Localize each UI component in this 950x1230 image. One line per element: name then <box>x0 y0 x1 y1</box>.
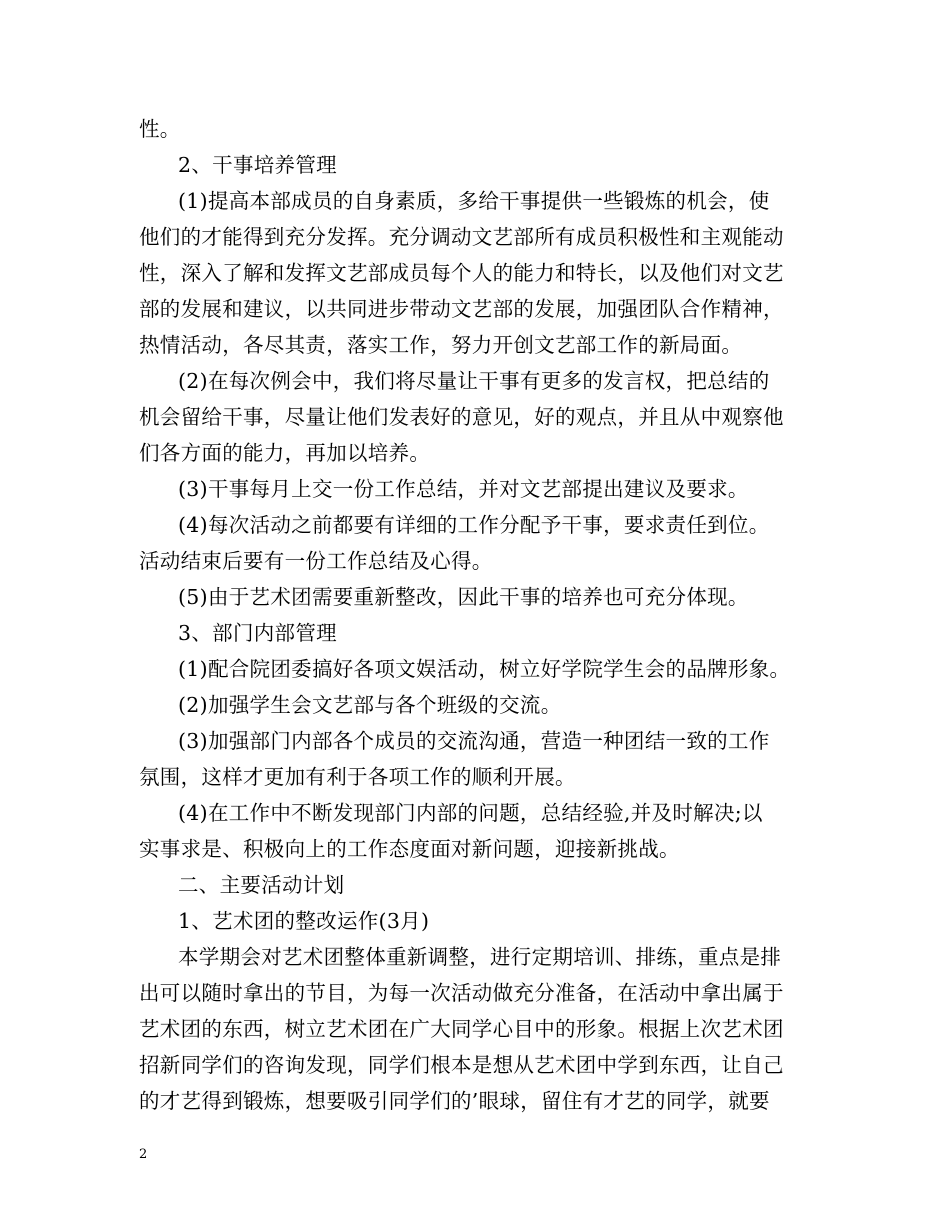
text-line: (4)在工作中不断发现部门内部的问题，总结经验,并及时解决;以 <box>178 801 763 825</box>
text-line: (3)干事每月上交一份工作总结，并对文艺部提出建议及要求。 <box>178 477 749 501</box>
section-heading: 2、干事培养管理 <box>178 153 337 177</box>
text-line: 招新同学们的咨询发现，同学们根本是想从艺术团中学到东西，让自己 <box>139 1053 784 1077</box>
page-number: 2 <box>139 1147 148 1162</box>
text-line: 艺术团的东西，树立艺术团在广大同学心目中的形象。根据上次艺术团 <box>139 1017 784 1041</box>
text-line: 性。 <box>139 117 181 141</box>
text-line: (2)加强学生会文艺部与各个班级的交流。 <box>178 693 562 717</box>
text-line: 性，深入了解和发挥文艺部成员每个人的能力和特长，以及他们对文艺 <box>139 261 784 285</box>
section-heading: 二、主要活动计划 <box>178 873 345 897</box>
text-line: 机会留给干事，尽量让他们发表好的意见，好的观点，并且从中观察他 <box>139 405 784 429</box>
text-line: 氛围，这样才更加有利于各项工作的顺利开展。 <box>139 765 576 789</box>
text-line: 活动结束后要有一份工作总结及心得。 <box>139 549 493 573</box>
text-line: (3)加强部门内部各个成员的交流沟通，营造一种团结一致的工作 <box>178 729 770 753</box>
text-line: 热情活动，各尽其责，落实工作，努力开创文艺部工作的新局面。 <box>139 333 743 357</box>
text-line: (1)提高本部成员的自身素质，多给干事提供一些锻炼的机会，使 <box>178 189 770 213</box>
section-heading: 1、艺术团的整改运作(3月) <box>178 909 430 933</box>
text-line: 他们的才能得到充分发挥。充分调动文艺部所有成员积极性和主观能动 <box>139 225 784 249</box>
text-line: (2)在每次例会中，我们将尽量让干事有更多的发言权，把总结的 <box>178 369 770 393</box>
text-line: 本学期会对艺术团整体重新调整，进行定期培训、排练，重点是排 <box>178 945 782 969</box>
text-line: (1)配合院团委搞好各项文娱活动，树立好学院学生会的品牌形象。 <box>178 657 791 681</box>
text-line: 出可以随时拿出的节目，为每一次活动做充分准备，在活动中拿出属于 <box>139 981 784 1005</box>
text-line: 实事求是、积极向上的工作态度面对新问题，迎接新挑战。 <box>139 837 680 861</box>
text-line: 部的发展和建议，以共同进步带动文艺部的发展，加强团队合作精神， <box>139 297 784 321</box>
text-line: 的才艺得到锻炼，想要吸引同学们的’眼球，留住有才艺的同学，就要 <box>139 1089 770 1113</box>
text-line: 们各方面的能力，再加以培养。 <box>139 441 431 465</box>
text-line: (4)每次活动之前都要有详细的工作分配予干事，要求责任到位。 <box>178 513 770 537</box>
section-heading: 3、部门内部管理 <box>178 621 337 645</box>
text-line: (5)由于艺术团需要重新整改，因此干事的培养也可充分体现。 <box>178 585 749 609</box>
